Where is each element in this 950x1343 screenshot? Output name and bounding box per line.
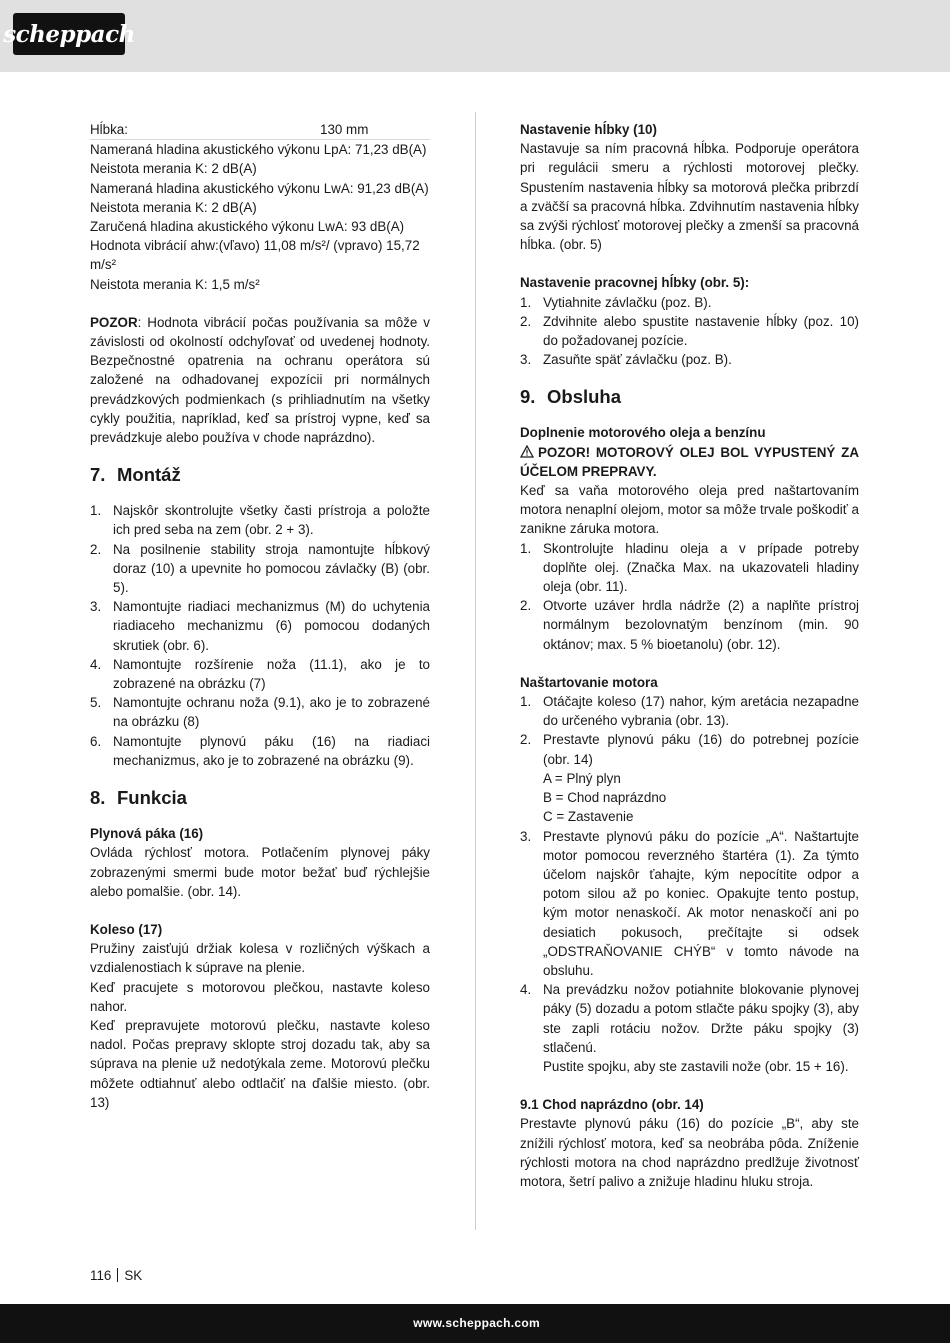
oil-list	[520, 539, 859, 654]
section-8-title: Funkcia	[117, 787, 187, 809]
assembly-list	[90, 501, 430, 770]
start-list	[520, 692, 859, 1076]
page-number: 116 SK	[90, 1268, 143, 1283]
list-item: 1. Skontrolujte hladinu oleja a v prípade potreby doplňte olej. (Značka Max. na ukazovateli hladiny oleja (obr. 11).	[520, 540, 859, 595]
list-item: 3. Zasuňte späť závlačku (poz. B).	[520, 352, 732, 368]
footer-band	[0, 1304, 950, 1343]
list-item: 6. Namontujte plynovú páku (16) na riadiaci mechanizmus, ako je to zobrazené na obrázku (9).	[90, 733, 430, 768]
warning-icon	[520, 445, 534, 458]
spec-line: Neistota merania K: 2 dB(A)	[90, 161, 257, 177]
section-7-heading: 7. Montáž	[90, 464, 181, 486]
language-code: SK	[124, 1268, 143, 1283]
vibration-notice	[90, 313, 430, 447]
depth-heading: Nastavenie hĺbky (10)	[520, 122, 657, 137]
list-item: 2. Zdvihnite alebo spustite nastavenie hĺbky (poz. 10) do požadovanej pozície.	[520, 313, 859, 349]
spec-depth-label: Hĺbka:	[90, 122, 128, 137]
pozor-text: : Hodnota vibrácií počas používania sa môže v závislosti od okolností odchyľovať od uvedenej hodnoty. Bezpečnostné opatrenia na ochranu operátora sú založené na odhadovanej expozícii pri normálnych prevádzkových podmienkach (s prihliadnutím na všetky cykly použitia, napríklad, keď sa prístroj vypne, keď sa prevádzkuje alebo používa v chode naprázdno).	[90, 314, 430, 446]
spec-line: Nameraná hladina akustického výkonu LpA: 71,23 dB(A)	[90, 142, 427, 158]
oil-heading: Doplnenie motorového oleja a benzínu	[520, 425, 766, 441]
depth-text: Nastavuje sa ním pracovná hĺbka. Podporuje operátora pri regulácii smeru a rýchlosti motorovej plečky. Spustením nastavenia hĺbky sa motorová plečka pribrzdí a zväčší sa pracovná hĺbka. Zdvihnutím nastavenia hĺbky sa zvýši rýchlosť motorovej plečky a zmenší sa pracovná hĺbka. (obr. 5)	[520, 141, 859, 253]
spec-line: Neistota merania K: 2 dB(A)	[90, 199, 257, 215]
throttle-heading: Plynová páka (16)	[90, 826, 204, 842]
idle-heading: 9.1 Chod naprázdno (obr. 14)	[520, 1097, 704, 1113]
spec-line: Zaručená hladina akustického výkonu LwA: 93 dB(A)	[90, 219, 405, 235]
idle-text: Prestavte plynovú páku (16) do pozície „B“, aby ste znížili rýchlosť motora, keď sa neobrába pôda. Zníženie rýchlosti motora na chod naprázdno predlžuje životnosť motora, šetrí palivo a znižuje hladinu hluku stroja.	[520, 1116, 859, 1189]
oil-warning: POZOR! MOTOROVÝ OLEJ BOL VYPUSTENÝ ZA ÚČELOM PREPRAVY.	[520, 444, 859, 479]
brand-logo	[3, 13, 135, 55]
throttle-text: Ovláda rýchlosť motora. Potlačením plynovej páky zobrazenými smermi bude motor bežať buď rýchlejšie alebo pomalšie. (obr. 14).	[90, 845, 430, 899]
list-item: 5. Namontujte ochranu noža (9.1), ako je to zobrazené na obrázku (8)	[90, 695, 430, 730]
section-8-heading: 8. Funkcia	[90, 787, 187, 809]
spec-depth-row	[90, 120, 430, 140]
brand-logo-text: scheppach	[3, 20, 135, 48]
right-column	[520, 120, 859, 1191]
wheel-text-1: Pružiny zaisťujú držiak kolesa v rozličných výškach a vzdialenostiach k súprave na plenie.	[90, 941, 430, 976]
list-item: 4. Namontujte rozšírenie noža (11.1), ako je to zobrazené na obrázku (7)	[90, 656, 430, 692]
section-9-title: Obsluha	[547, 386, 622, 408]
spec-depth-value: 130 mm	[320, 122, 369, 137]
list-item: 3. Namontujte riadiaci mechanizmus (M) do uchytenia riadiaceho mechanizmu (6) pomocou dodaných skrutiek (obr. 6).	[90, 599, 430, 653]
list-item: 2. Prestavte plynovú páku (16) do potrebnej pozície (obr. 14) A = Plný plyn B = Chod naprázdno C = Zastavenie	[520, 732, 859, 825]
workdepth-heading: Nastavenie pracovnej hĺbky (obr. 5):	[520, 275, 750, 291]
column-divider	[475, 112, 476, 1230]
section-9-heading: 9. Obsluha	[520, 386, 622, 408]
spec-line: Neistota merania K: 1,5 m/s²	[90, 276, 260, 292]
list-item: 4. Na prevádzku nožov potiahnite blokovanie plynovej páky (5) dozadu a potom stlačte páku spojky (3), aby ste zapli rotáciu nožov. Držte páku spojky (3) stlačenú. Pustite spojku, aby ste zastavili nože (obr. 15 + 16).	[520, 982, 859, 1074]
list-item: 1. Najskôr skontrolujte všetky časti prístroja a položte ich pred seba na zem (obr. 2 + 3).	[90, 503, 430, 538]
workdepth-list	[520, 293, 859, 370]
wheel-text-3: Keď prepravujete motorovú plečku, nastavte koleso nadol. Počas prepravy sklopte stroj dozadu tak, aby sa súprava na plenie už nedotýkala zeme. Motorovú plečku môžete odtiahnuť alebo odtlačiť na ďalšie miesto. (obr. 13)	[90, 1017, 430, 1110]
oil-text: Keď sa vaňa motorového oleja pred naštartovaním motora nenaplní olejom, motor sa môže trvale poškodiť a zanikne záruka motora.	[520, 483, 859, 537]
list-item: 1. Vytiahnite závlačku (poz. B).	[520, 294, 712, 310]
spec-line: Hodnota vibrácií ahw:(vľavo) 11,08 m/s²/ (vpravo) 15,72 m/s²	[90, 238, 420, 273]
wheel-heading: Koleso (17)	[90, 921, 163, 937]
list-item: 2. Otvorte uzáver hrdla nádrže (2) a naplňte prístroj normálnym bezolovnatým benzínom (min. 90 oktánov; max. 5 % bioetanolu) (obr. 12).	[520, 598, 859, 652]
header-band	[0, 0, 950, 72]
left-column	[90, 120, 430, 1112]
start-heading: Naštartovanie motora	[520, 674, 658, 690]
section-7-title: Montáž	[117, 464, 181, 486]
list-item: 1. Otáčajte koleso (17) nahor, kým aretácia nezapadne do určeného vybrania (obr. 13).	[520, 694, 859, 729]
list-item: 3. Prestavte plynovú páku do pozície „A“. Naštartujte motor pomocou reverzného štartéra (1). Za týmto účelom najskôr ťahajte, kým nepocítite odpor a potom silou až po koniec. Opakujte tento postup, kým motor nenaskočí. Ak motor nenaskočí ani po desiatich pokusoch, prečítajte si odsek „ODSTRAŇOVANIE CHÝB“ v tomto návode na obsluhu.	[520, 828, 859, 978]
wheel-text-2: Keď pracujete s motorovou plečkou, nastavte koleso nahor.	[90, 979, 430, 1014]
pozor-label: POZOR	[90, 314, 138, 330]
website-link[interactable]: www.scheppach.com	[413, 1316, 540, 1330]
list-item: 2. Na posilnenie stability stroja namontujte hĺbkový doraz (10) a upevnite ho pomocou závlačky (B) (obr. 5).	[90, 541, 430, 596]
spec-line: Nameraná hladina akustického výkonu LwA: 91,23 dB(A)	[90, 180, 429, 196]
